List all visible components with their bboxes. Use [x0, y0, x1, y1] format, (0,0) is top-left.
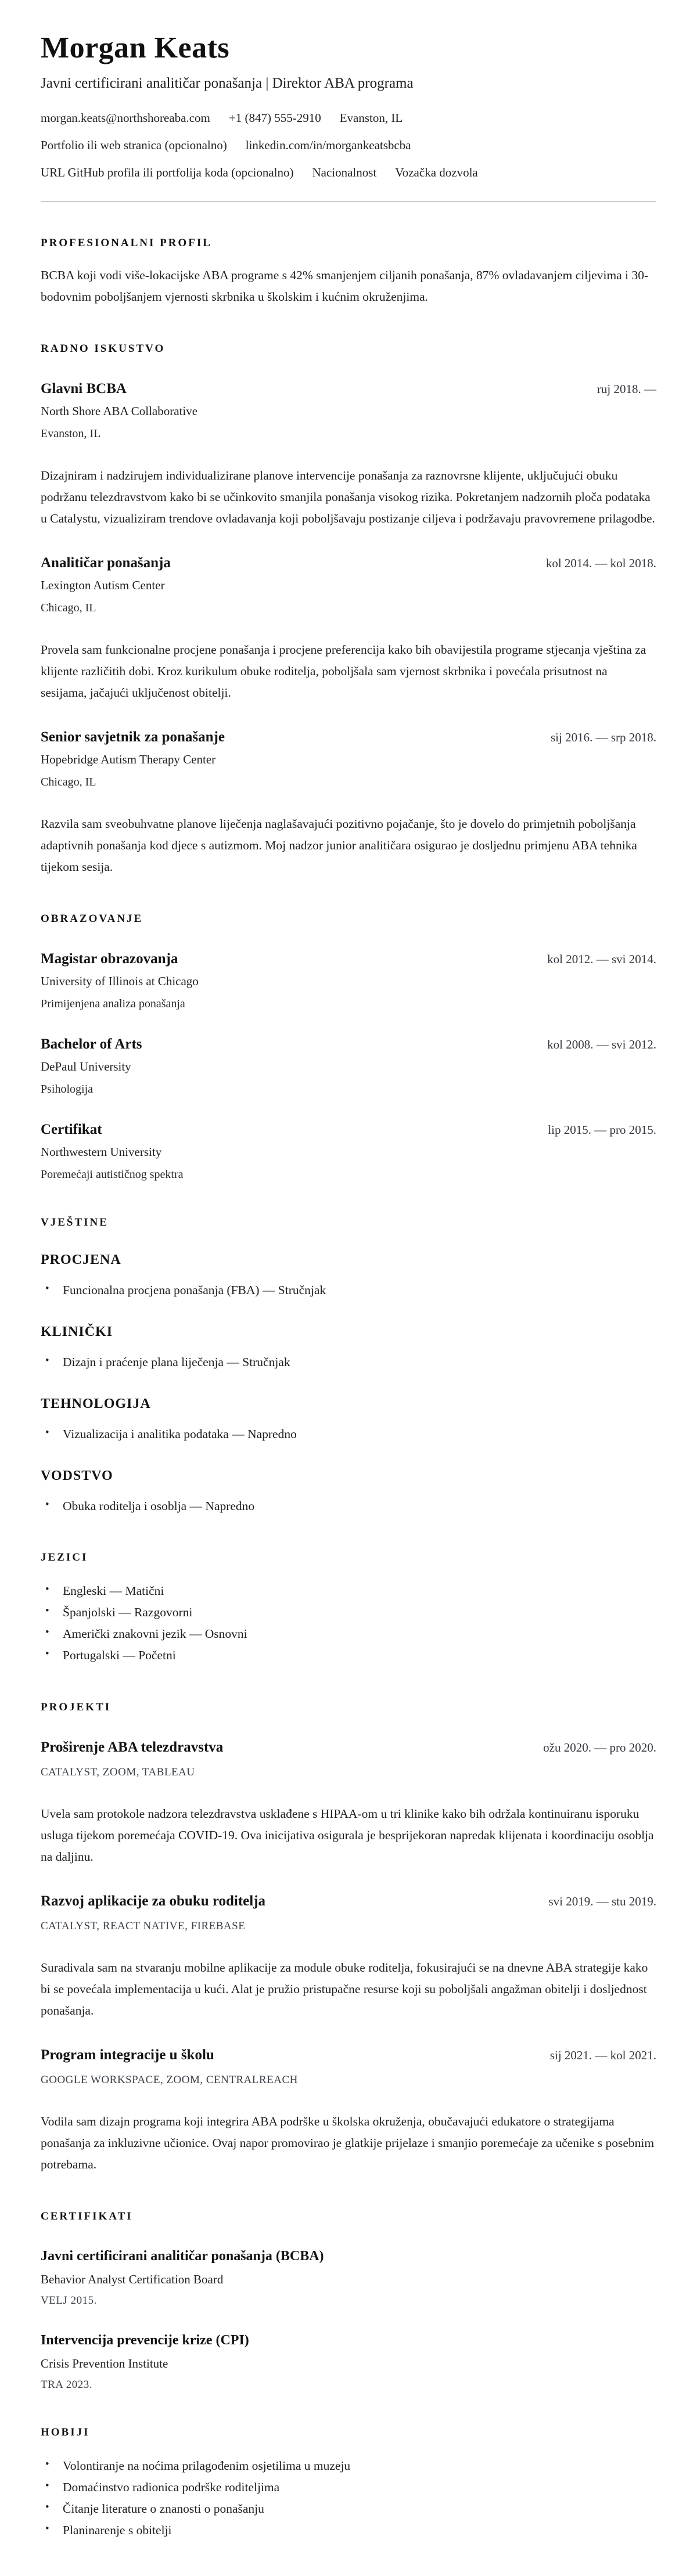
job-company: North Shore ABA Collaborative: [41, 403, 198, 418]
education-dates: lip 2015. — pro 2015.: [548, 1122, 656, 1137]
language-item: • Engleski — Matični: [41, 1580, 656, 1602]
skill-group-name: VODSTVO: [41, 1468, 113, 1483]
field-of-study: Poremećaji autističnog spektra: [41, 1168, 184, 1181]
certificate-title: Intervencija prevencije krize (CPI): [41, 2333, 249, 2348]
school-name: University of Illinois at Chicago: [41, 974, 199, 988]
job-location: Chicago, IL: [41, 601, 96, 614]
projects-heading: PROJEKTI: [41, 1701, 112, 1714]
skill-item: • Dizajn i praćenje plana liječenja — Stručnjak: [41, 1352, 656, 1373]
job-title: Glavni BCBA: [41, 380, 127, 397]
project-title: Razvoj aplikacije za obuku roditelja: [41, 1893, 266, 1910]
language-item: • Portugalski — Početni: [41, 1645, 656, 1666]
degree-title: Bachelor of Arts: [41, 1036, 142, 1052]
skill-group-assessment: [41, 1252, 656, 1301]
experience-heading: RADNO ISKUSTVO: [41, 342, 166, 355]
skills-heading: VJEŠTINE: [41, 1216, 109, 1228]
project-dates: svi 2019. — stu 2019.: [548, 1894, 656, 1909]
project-tools: CATALYST, REACT NATIVE, FIREBASE: [41, 1920, 246, 1933]
skill-group-leadership: [41, 1468, 656, 1517]
header-divider: [41, 201, 656, 202]
education-entry: [41, 1036, 656, 1096]
project-description: Suradivala sam na stvaranju mobilne aplikacije za module obuke roditelja, fokusirajući se na dnevne ABA strategije kako bi se povećala implementacija u kući. Alat je pružio pristupačne resurse koji su poboljšali angažman obitelji i dosljednost ponašanja.: [41, 1961, 648, 2018]
project-dates: ožu 2020. — pro 2020.: [543, 1741, 656, 1755]
language-list: [41, 1580, 656, 1666]
project-entry: [41, 1739, 656, 1868]
job-description: Provela sam funkcionalne procjene ponašanja i procjene preferencija kako bih obavijestila programe stjecanja vještina za klijente različitih dobi. Kroz kurikulum obuke roditelja, poboljšala sam vjernost skrbnika i povećala prisutnost na sesijama, jačajući uključenost obitelji.: [41, 642, 646, 700]
contact-github-placeholder: URL GitHub profila ili portfolija koda (opcionalno): [41, 165, 294, 179]
project-entry-head: [41, 2047, 656, 2063]
hobby-item: • Čitanje literature o znanosti o ponašanju: [41, 2498, 656, 2520]
skill-group-clinical: [41, 1324, 656, 1373]
project-entry: [41, 1893, 656, 2022]
skill-list: [41, 1424, 656, 1445]
job-dates: ruj 2018. —: [597, 381, 656, 396]
language-item: • Španjolski — Razgovorni: [41, 1602, 656, 1623]
skill-item: • Funcionalna procjena ponašanja (FBA) — Stručnjak: [41, 1280, 656, 1301]
job-location: Evanston, IL: [41, 427, 101, 440]
field-of-study: Psihologija: [41, 1082, 94, 1096]
certificate-date: TRA 2023.: [41, 2379, 92, 2391]
section-certificates: [41, 2210, 656, 2391]
job-description: Razvila sam sveobuhvatne planove liječenja naglašavajući pozitivno pojačanje, što je dovelo do primjetnih poboljšanja adaptivnih ponašanja kod djece s autizmom. Moj nadzor junior analitičara osigurao je dosljednu primjenu ABA tehnika tijekom sesija.: [41, 816, 637, 874]
school-name: DePaul University: [41, 1059, 131, 1073]
project-description: Vodila sam dizajn programa koji integrira ABA podrške u školska okruženja, obučavajući edukatore o strategijama ponašanja za inkluzivne učionice. Ovaj napor promovirao je glatkije prijelaze i smanjio poremećaje za učenike s posebnim potrebama.: [41, 2114, 655, 2172]
job-entry: [41, 729, 656, 878]
certificate-org: Crisis Prevention Institute: [41, 2357, 168, 2371]
section-education: [41, 913, 656, 1181]
job-description: Dizajniram i nadzirujem individualizirane planove intervencije ponašanja za raznovrsne klijente, uključujući obuku podržanu telezdravstvom kako bi se učinkovito smanjila ponašanja visokog rizika. Pokretanjem nadzornih ploča podataka u Catalystu, vizualiziram trendove ovladavanja koji poboljšavaju postizanje ciljeva i podržavaju pravovremene prilagodbe.: [41, 468, 655, 525]
contact-email: morgan.keats@northshoreaba.com: [41, 110, 210, 125]
skill-list: [41, 1352, 656, 1373]
project-tools: GOOGLE WORKSPACE, ZOOM, CENTRALREACH: [41, 2074, 298, 2087]
section-experience: [41, 343, 656, 878]
project-entry: [41, 2047, 656, 2175]
job-title: Analitičar ponašanja: [41, 554, 171, 571]
job-entry-head: [41, 381, 656, 397]
job-company: Lexington Autism Center: [41, 578, 165, 592]
contact-phone: +1 (847) 555-2910: [228, 110, 321, 125]
skill-group-name: PROCJENA: [41, 1252, 121, 1267]
section-profile: [41, 237, 656, 308]
section-skills: [41, 1216, 656, 1517]
section-hobbies: [41, 2426, 656, 2541]
certificate-entry: [41, 2333, 656, 2391]
contact-portfolio-placeholder: Portfolio ili web stranica (opcionalno): [41, 138, 227, 152]
project-title: Proširenje ABA telezdravstva: [41, 1739, 224, 1756]
candidate-name: Morgan Keats: [41, 31, 230, 64]
education-heading: OBRAZOVANJE: [41, 912, 143, 925]
skill-item: • Vizualizacija i analitika podataka — Napredno: [41, 1424, 656, 1445]
job-entry-head: [41, 729, 656, 745]
contact-linkedin: linkedin.com/in/morgankeatsbcba: [245, 138, 411, 152]
language-item: • Američki znakovni jezik — Osnovni: [41, 1623, 656, 1645]
job-entry: [41, 381, 656, 529]
degree-title: Magistar obrazovanja: [41, 950, 178, 967]
field-of-study: Primijenjena analiza ponašanja: [41, 997, 185, 1010]
project-entry-head: [41, 1893, 656, 1910]
contact-nationality-placeholder: Nacionalnost: [312, 165, 377, 179]
project-dates: sij 2021. — kol 2021.: [549, 2048, 656, 2063]
skill-item: • Obuka roditelja i osoblja — Napredno: [41, 1496, 656, 1517]
hobby-item: • Volontiranje na noćima prilagođenim osjetilima u muzeju: [41, 2455, 656, 2477]
project-tools: CATALYST, ZOOM, TABLEAU: [41, 1766, 195, 1779]
contact-license-placeholder: Vozačka dozvola: [395, 165, 478, 179]
section-languages: [41, 1551, 656, 1666]
job-company: Hopebridge Autism Therapy Center: [41, 752, 216, 766]
education-dates: kol 2008. — svi 2012.: [547, 1037, 656, 1051]
hobby-item: • Planinarenje s obitelji: [41, 2520, 656, 2541]
resume-header: [41, 31, 656, 180]
job-title: Senior savjetnik za ponašanje: [41, 729, 225, 745]
certificate-entry: [41, 2249, 656, 2307]
hobby-list: [41, 2455, 656, 2541]
school-name: Northwestern University: [41, 1144, 162, 1159]
job-location: Chicago, IL: [41, 775, 96, 788]
job-dates: sij 2016. — srp 2018.: [550, 730, 656, 744]
section-projects: [41, 1701, 656, 2175]
education-entry: [41, 1122, 656, 1181]
education-entry-head: [41, 1036, 656, 1053]
degree-title: Certifikat: [41, 1121, 102, 1137]
job-entry: [41, 555, 656, 704]
education-entry-head: [41, 1122, 656, 1138]
job-dates: kol 2014. — kol 2018.: [545, 556, 656, 570]
project-title: Program integracije u školu: [41, 2047, 214, 2063]
hobby-item: • Domaćinstvo radionica podrške roditeljima: [41, 2477, 656, 2498]
profile-text: BCBA koji vodi više-lokacijske ABA programe s 42% smanjenjem ciljanih ponašanja, 87% ovladavanjem ciljevima i 30-bodovnim poboljšanjem vjernosti skrbnika u školskim i kućnim okruženjima.: [41, 268, 649, 304]
skill-group-name: KLINIČKI: [41, 1324, 113, 1339]
contact-row-3: [41, 165, 656, 180]
contact-row-2: [41, 138, 656, 153]
education-dates: kol 2012. — svi 2014.: [547, 952, 656, 966]
certificate-org: Behavior Analyst Certification Board: [41, 2272, 224, 2287]
skill-group-name: TEHNOLOGIJA: [41, 1396, 151, 1411]
job-entry-head: [41, 555, 656, 571]
education-entry: [41, 951, 656, 1011]
contact-location: Evanston, IL: [339, 110, 403, 125]
project-description: Uvela sam protokole nadzora telezdravstva usklađene s HIPAA-om u tri klinike kako bih održala kontinuiranu isporuku usluga tijekom poremećaja COVID-19. Ova inicijativa osigurala je besprijekoran napredak klijenata i koordinaciju osoblja na daljinu.: [41, 1807, 654, 1864]
candidate-headline: Javni certificirani analitičar ponašanja | Direktor ABA programa: [41, 75, 414, 92]
certificate-title: Javni certificirani analitičar ponašanja (BCBA): [41, 2249, 324, 2264]
contact-block: [41, 111, 656, 180]
hobbies-heading: HOBIJI: [41, 2426, 90, 2439]
skill-list: [41, 1280, 656, 1301]
certificate-date: VELJ 2015.: [41, 2294, 97, 2307]
contact-row-1: [41, 111, 656, 125]
project-entry-head: [41, 1739, 656, 1756]
skill-group-technology: [41, 1396, 656, 1445]
certificates-heading: CERTIFIKATI: [41, 2210, 133, 2223]
profile-heading: PROFESIONALNI PROFIL: [41, 236, 212, 249]
skill-list: [41, 1496, 656, 1517]
education-entry-head: [41, 951, 656, 967]
languages-heading: JEZICI: [41, 1551, 88, 1564]
